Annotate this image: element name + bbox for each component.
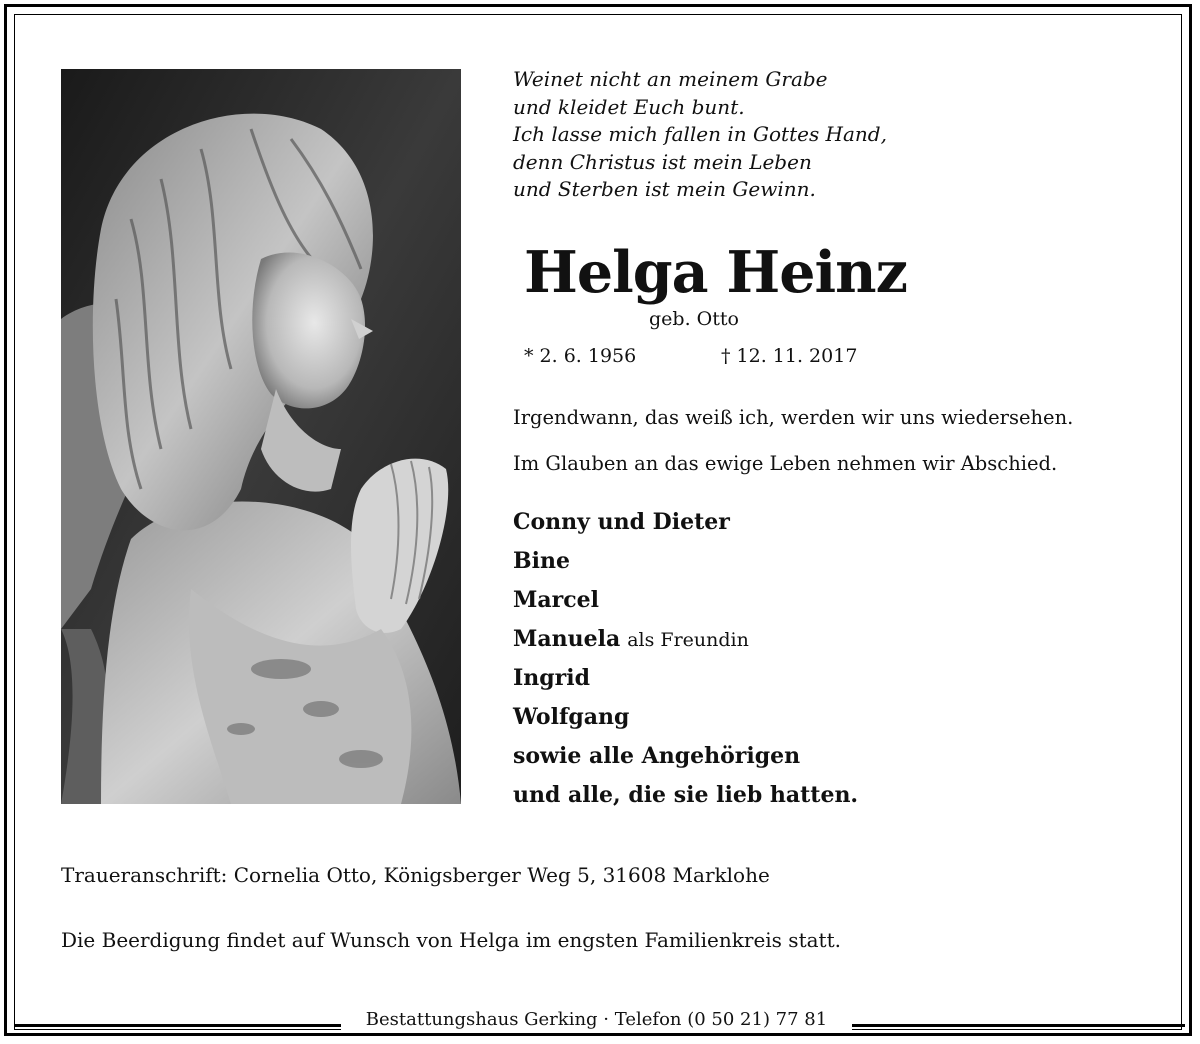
mourner-note: als Freundin: [627, 629, 749, 651]
mourner-item: [513, 506, 858, 545]
mourner-item: [513, 779, 858, 818]
maiden-name: geb. Otto: [649, 308, 739, 330]
mourner-name: und alle, die sie lieb hatten.: [513, 782, 859, 808]
death-date: † 12. 11. 2017: [721, 345, 858, 367]
mourner-name: Bine: [513, 548, 570, 574]
mourner-name: Marcel: [513, 587, 599, 613]
quote-line: Irgendwann, das weiß ich, werden wir uns wiedersehen.: [513, 406, 1074, 429]
funeral-home-footer: Bestattungshaus Gerking · Telefon (0 50 21) 77 81: [341, 1007, 852, 1033]
mourner-item: [513, 662, 858, 701]
footer-rule-right: [852, 1024, 1185, 1027]
mourning-address: Traueranschrift: Cornelia Otto, Königsberger Weg 5, 31608 Marklohe: [61, 863, 770, 887]
mourners-list: [513, 506, 858, 818]
mourner-name: Ingrid: [513, 665, 590, 691]
funeral-note: Die Beerdigung findet auf Wunsch von Helga im engsten Familienkreis statt.: [61, 928, 841, 952]
poem-line: und kleidet Euch bunt.: [513, 94, 745, 119]
mourner-name: sowie alle Angehörigen: [513, 743, 801, 769]
mourner-name: Manuela: [513, 626, 621, 652]
quote-line: Im Glauben an das ewige Leben nehmen wir Abschied.: [513, 452, 1058, 475]
poem: [513, 66, 887, 204]
mourner-name: Wolfgang: [513, 704, 630, 730]
mourner-item: [513, 740, 858, 779]
footer-rule-left: [14, 1024, 341, 1027]
poem-line: Weinet nicht an meinem Grabe: [513, 67, 828, 91]
birth-date: * 2. 6. 1956: [524, 345, 637, 367]
mourner-item: [513, 623, 858, 662]
poem-line: und Sterben ist mein Gewinn.: [513, 177, 816, 201]
angel-statue-photo: [61, 69, 461, 804]
mourner-item: [513, 701, 858, 740]
poem-line: Ich lasse mich fallen in Gottes Hand,: [513, 122, 887, 146]
mourner-item: [513, 545, 858, 584]
mourner-item: [513, 584, 858, 623]
poem-line: denn Christus ist mein Leben: [513, 149, 812, 174]
mourner-name: Conny und Dieter: [513, 509, 730, 535]
deceased-name: Helga Heinz: [524, 239, 907, 306]
